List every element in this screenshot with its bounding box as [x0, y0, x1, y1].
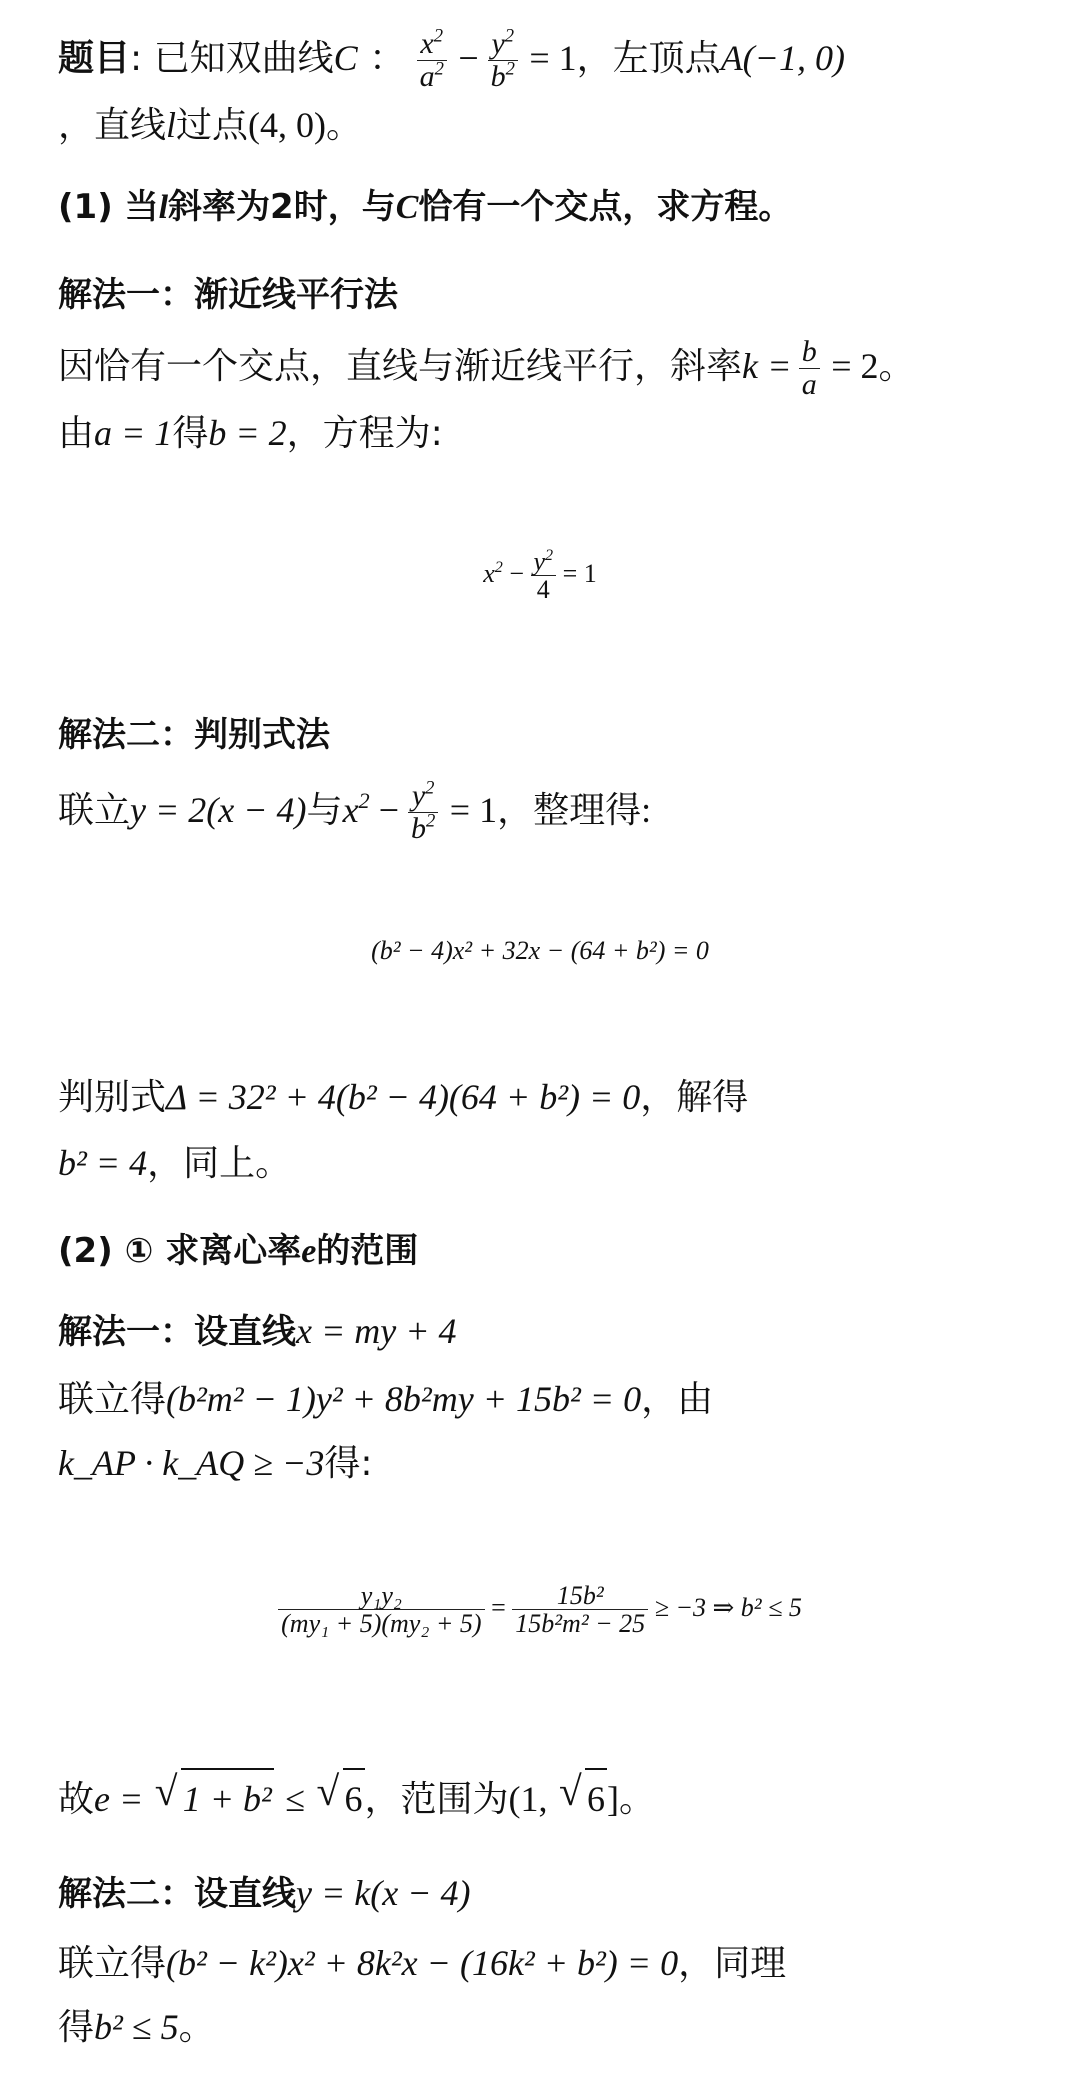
- problem-statement-line2: ，直线l过点(4, 0)。: [58, 105, 363, 146]
- method2-discriminant-line2: b² = 4，同上。: [58, 1143, 292, 1184]
- p2-method2-line2: 得b² ≤ 5。: [58, 2007, 215, 2048]
- x2-over-a2: $\frac{x^2}{a^2}$: [417, 28, 447, 92]
- p2-method1-title: 解法一：设直线x = my + 4: [58, 1311, 457, 1352]
- sqrt-6-range: √ 6: [559, 1768, 607, 1828]
- method2-line1: 联立y = 2(x − 4)与$x^2$ − $\frac{y^2}{b^2}$ = 1，整理得:: [58, 777, 652, 845]
- p2-method2-line1: 联立得(b² − k²)x² + 8k²x − (16k² + b²) = 0，同理: [58, 1943, 787, 1984]
- problem-label: 题目: [58, 38, 131, 79]
- p2-method1-line1: 联立得(b²m² − 1)y² + 8b²my + 15b² = 0，由: [58, 1379, 714, 1420]
- p2-method1-conclusion: 故e = √ 1 + b² ≤ √ 6，范围为(1, √ 6]。: [58, 1768, 1028, 1829]
- part1-heading: (1) 当l斜率为2时，与C恰有一个交点，求方程。: [58, 187, 793, 227]
- method1-display-equation: $x^2$ − $\frac{y^2}{4}$ = 1: [483, 547, 597, 605]
- part2-heading: (2) ① 求离心率e的范围: [58, 1231, 419, 1271]
- sqrt-1-plus-b2: √ 1 + b²: [155, 1768, 274, 1828]
- method1-title: 解法一：渐近线平行法: [58, 275, 398, 315]
- method2-display-equation: (b² − 4)x² + 32x − (64 + b²) = 0: [371, 936, 709, 965]
- p2-method2-title: 解法二：设直线y = k(x − 4): [58, 1873, 471, 1914]
- p2-method1-line2: k_AP · k_AQ ≥ −3得:: [58, 1443, 373, 1484]
- sqrt-6: √ 6: [317, 1768, 365, 1828]
- p2-method1-display-equation: $\frac{\text{y₁y₂}}{\text{(my₁ + 5)(my₂ + 5)}}$ = $\frac{\text{15b²}}{\text{15b²m² − 25}}$ ≥ −3 ⇒ b² ≤ 5: [0, 1582, 1080, 1638]
- method1-line2: 由a = 1得b = 2，方程为:: [58, 413, 443, 454]
- b-over-a: $\frac{b}{a}$: [799, 336, 820, 400]
- method1-line1: 因恰有一个交点，直线与渐近线平行，斜率k = $\frac{b}{a}$ = 2。: [58, 335, 915, 401]
- method2-discriminant: 判别式Δ = 32² + 4(b² − 4)(64 + b²) = 0，解得: [58, 1077, 749, 1118]
- problem-statement: 题目: 已知双曲线C ： $\frac{x^2}{a^2}$ − $\frac{y^2}{b^2}$ = 1，左顶点A(−1, 0): [58, 25, 845, 93]
- method2-title: 解法二：判别式法: [58, 715, 330, 755]
- y2-over-b2: $\frac{y^2}{b^2}$: [488, 28, 518, 92]
